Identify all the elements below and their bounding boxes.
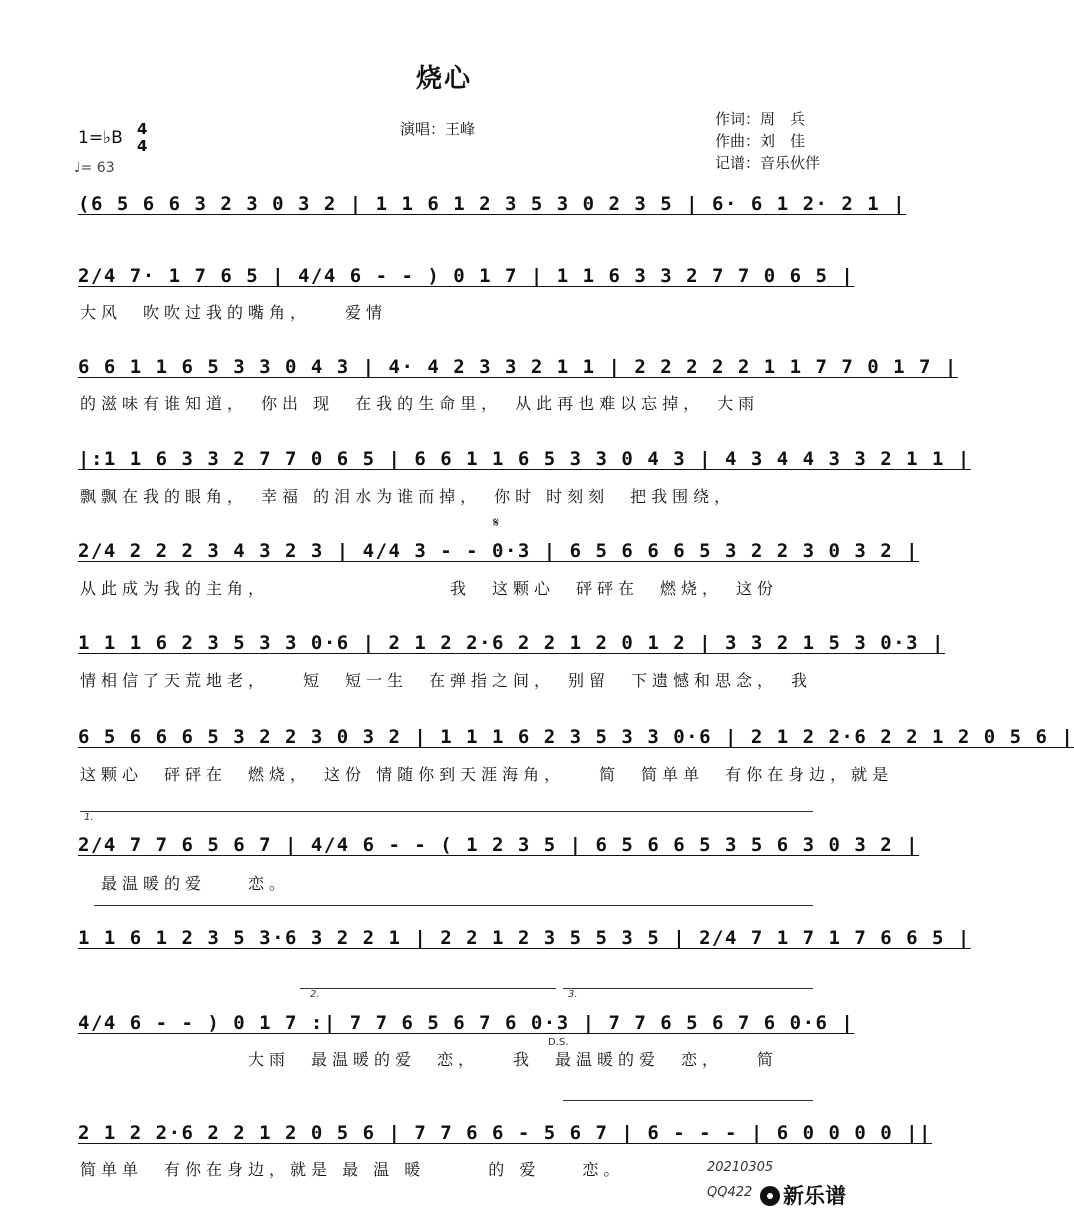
lyrics-row-3: 的滋味有谁知道， 你出 现 在我的生命里， 从此再也难以忘掉， 大雨 <box>80 394 760 413</box>
transcriber-credit: 记谱：音乐伙伴 <box>714 154 820 172</box>
credits-block <box>715 108 820 174</box>
lyrics-row-2: 大风 吹吹过我的嘴角， 爱情 <box>80 303 388 322</box>
notation-row-5: 2/4 2 2 2 3 4 3 2 3 | 4/4 3 - - 0·3 | 6 5 6 6 6 5 3 2 2 3 0 3 2 | <box>78 540 920 562</box>
lyrics-row-10: 大雨 最温暖的爱 恋， 我 最温暖的爱 恋， 简 <box>80 1050 779 1069</box>
site-logo <box>760 1180 846 1210</box>
key-signature: 1=♭B <box>78 128 123 148</box>
volta-3-label: 3. <box>568 989 578 1000</box>
composer-credit: 作曲：刘 佳 <box>714 132 805 150</box>
song-title: 烧心 <box>415 64 472 94</box>
record-icon <box>760 1186 780 1206</box>
notation-row-7: 6 5 6 6 6 5 3 2 2 3 0 3 2 | 1 1 1 6 2 3 5 3 3 0·6 | 2 1 2 2·6 2 2 1 2 0 5 6 | <box>78 726 1074 748</box>
site-logo-text: 新乐谱 <box>783 1184 846 1208</box>
date-stamp: 20210305 <box>707 1160 774 1175</box>
volta-2-label: 2. <box>310 989 320 1000</box>
lyricist-credit: 作词：周 兵 <box>714 110 805 128</box>
notation-row-9: 1 1 6 1 2 3 5 3·6 3 2 2 1 | 2 2 1 2 3 5 5 3 5 | 2/4 7 1 7 1 7 6 6 5 | <box>78 927 971 949</box>
notation-row-6: 1 1 1 6 2 3 5 3 3 0·6 | 2 1 2 2·6 2 2 1 2 0 1 2 | 3 3 2 1 5 3 0·3 | <box>78 632 945 654</box>
notation-row-10: 4/4 6 - - ) 0 1 7 :| 7 7 6 5 6 7 6 0·3 | 7 7 6 5 6 7 6 0·6 | <box>78 1012 855 1034</box>
notation-row-2: 2/4 7· 1 7 6 5 | 4/4 6 - - ) 0 1 7 | 1 1 6 3 3 2 7 7 0 6 5 | <box>78 265 855 287</box>
lyrics-row-8: 最温暖的爱 恋。 <box>80 874 291 893</box>
lyrics-row-6: 情相信了天荒地老， 短 短一生 在弹指之间， 别留 下遗憾和思念， 我 <box>80 671 813 690</box>
time-signature <box>137 121 147 155</box>
lyrics-row-7: 这颗心 砰砰在 燃烧， 这份 情随你到天涯海角， 简 简单单 有你在身边，就是 <box>80 765 894 784</box>
notation-row-3: 6 6 1 1 6 5 3 3 0 4 3 | 4· 4 2 3 3 2 1 1 | 2 2 2 2 2 1 1 7 7 0 1 7 | <box>78 356 958 378</box>
segno-sign: 𝄋 <box>493 515 500 531</box>
da-segno-mark: D.S. <box>548 1037 569 1048</box>
lyrics-row-11: 简单单 有你在身边，就是 最 温 暖 的 爱 恋。 <box>80 1160 625 1179</box>
singer-credit: 演唱：王峰 <box>400 120 476 138</box>
notation-row-11: 2 1 2 2·6 2 2 1 2 0 5 6 | 7 7 6 6 - 5 6 7 | 6 - - - | 6 0 0 0 0 || <box>78 1122 932 1144</box>
notation-row-4: |:1 1 6 3 3 2 7 7 0 6 5 | 6 6 1 1 6 5 3 3 0 4 3 | 4 3 4 4 3 3 2 1 1 | <box>78 448 971 470</box>
lyrics-row-4: 飘飘在我的眼角， 幸福 的泪水为谁而掉， 你时 时刻刻 把我围绕， <box>80 487 736 506</box>
notation-row-1: (6 5 6 6 3 2 3 0 3 2 | 1 1 6 1 2 3 5 3 0 2 3 5 | 6· 6 1 2· 2 1 | <box>78 193 907 215</box>
time-signature-top: 4 <box>137 120 148 138</box>
notation-row-8: 2/4 7 7 6 5 6 7 | 4/4 6 - - ( 1 2 3 5 | 6 5 6 6 5 3 5 6 3 0 3 2 | <box>78 834 920 856</box>
lyrics-row-5: 从此成为我的主角， 我 这颗心 砰砰在 燃烧， 这份 <box>80 579 779 598</box>
tempo-marking: ♩= 63 <box>74 160 115 176</box>
time-signature-bottom: 4 <box>137 137 148 155</box>
volta-1-label: 1. <box>84 812 94 823</box>
qq-watermark: QQ422 <box>707 1185 753 1200</box>
